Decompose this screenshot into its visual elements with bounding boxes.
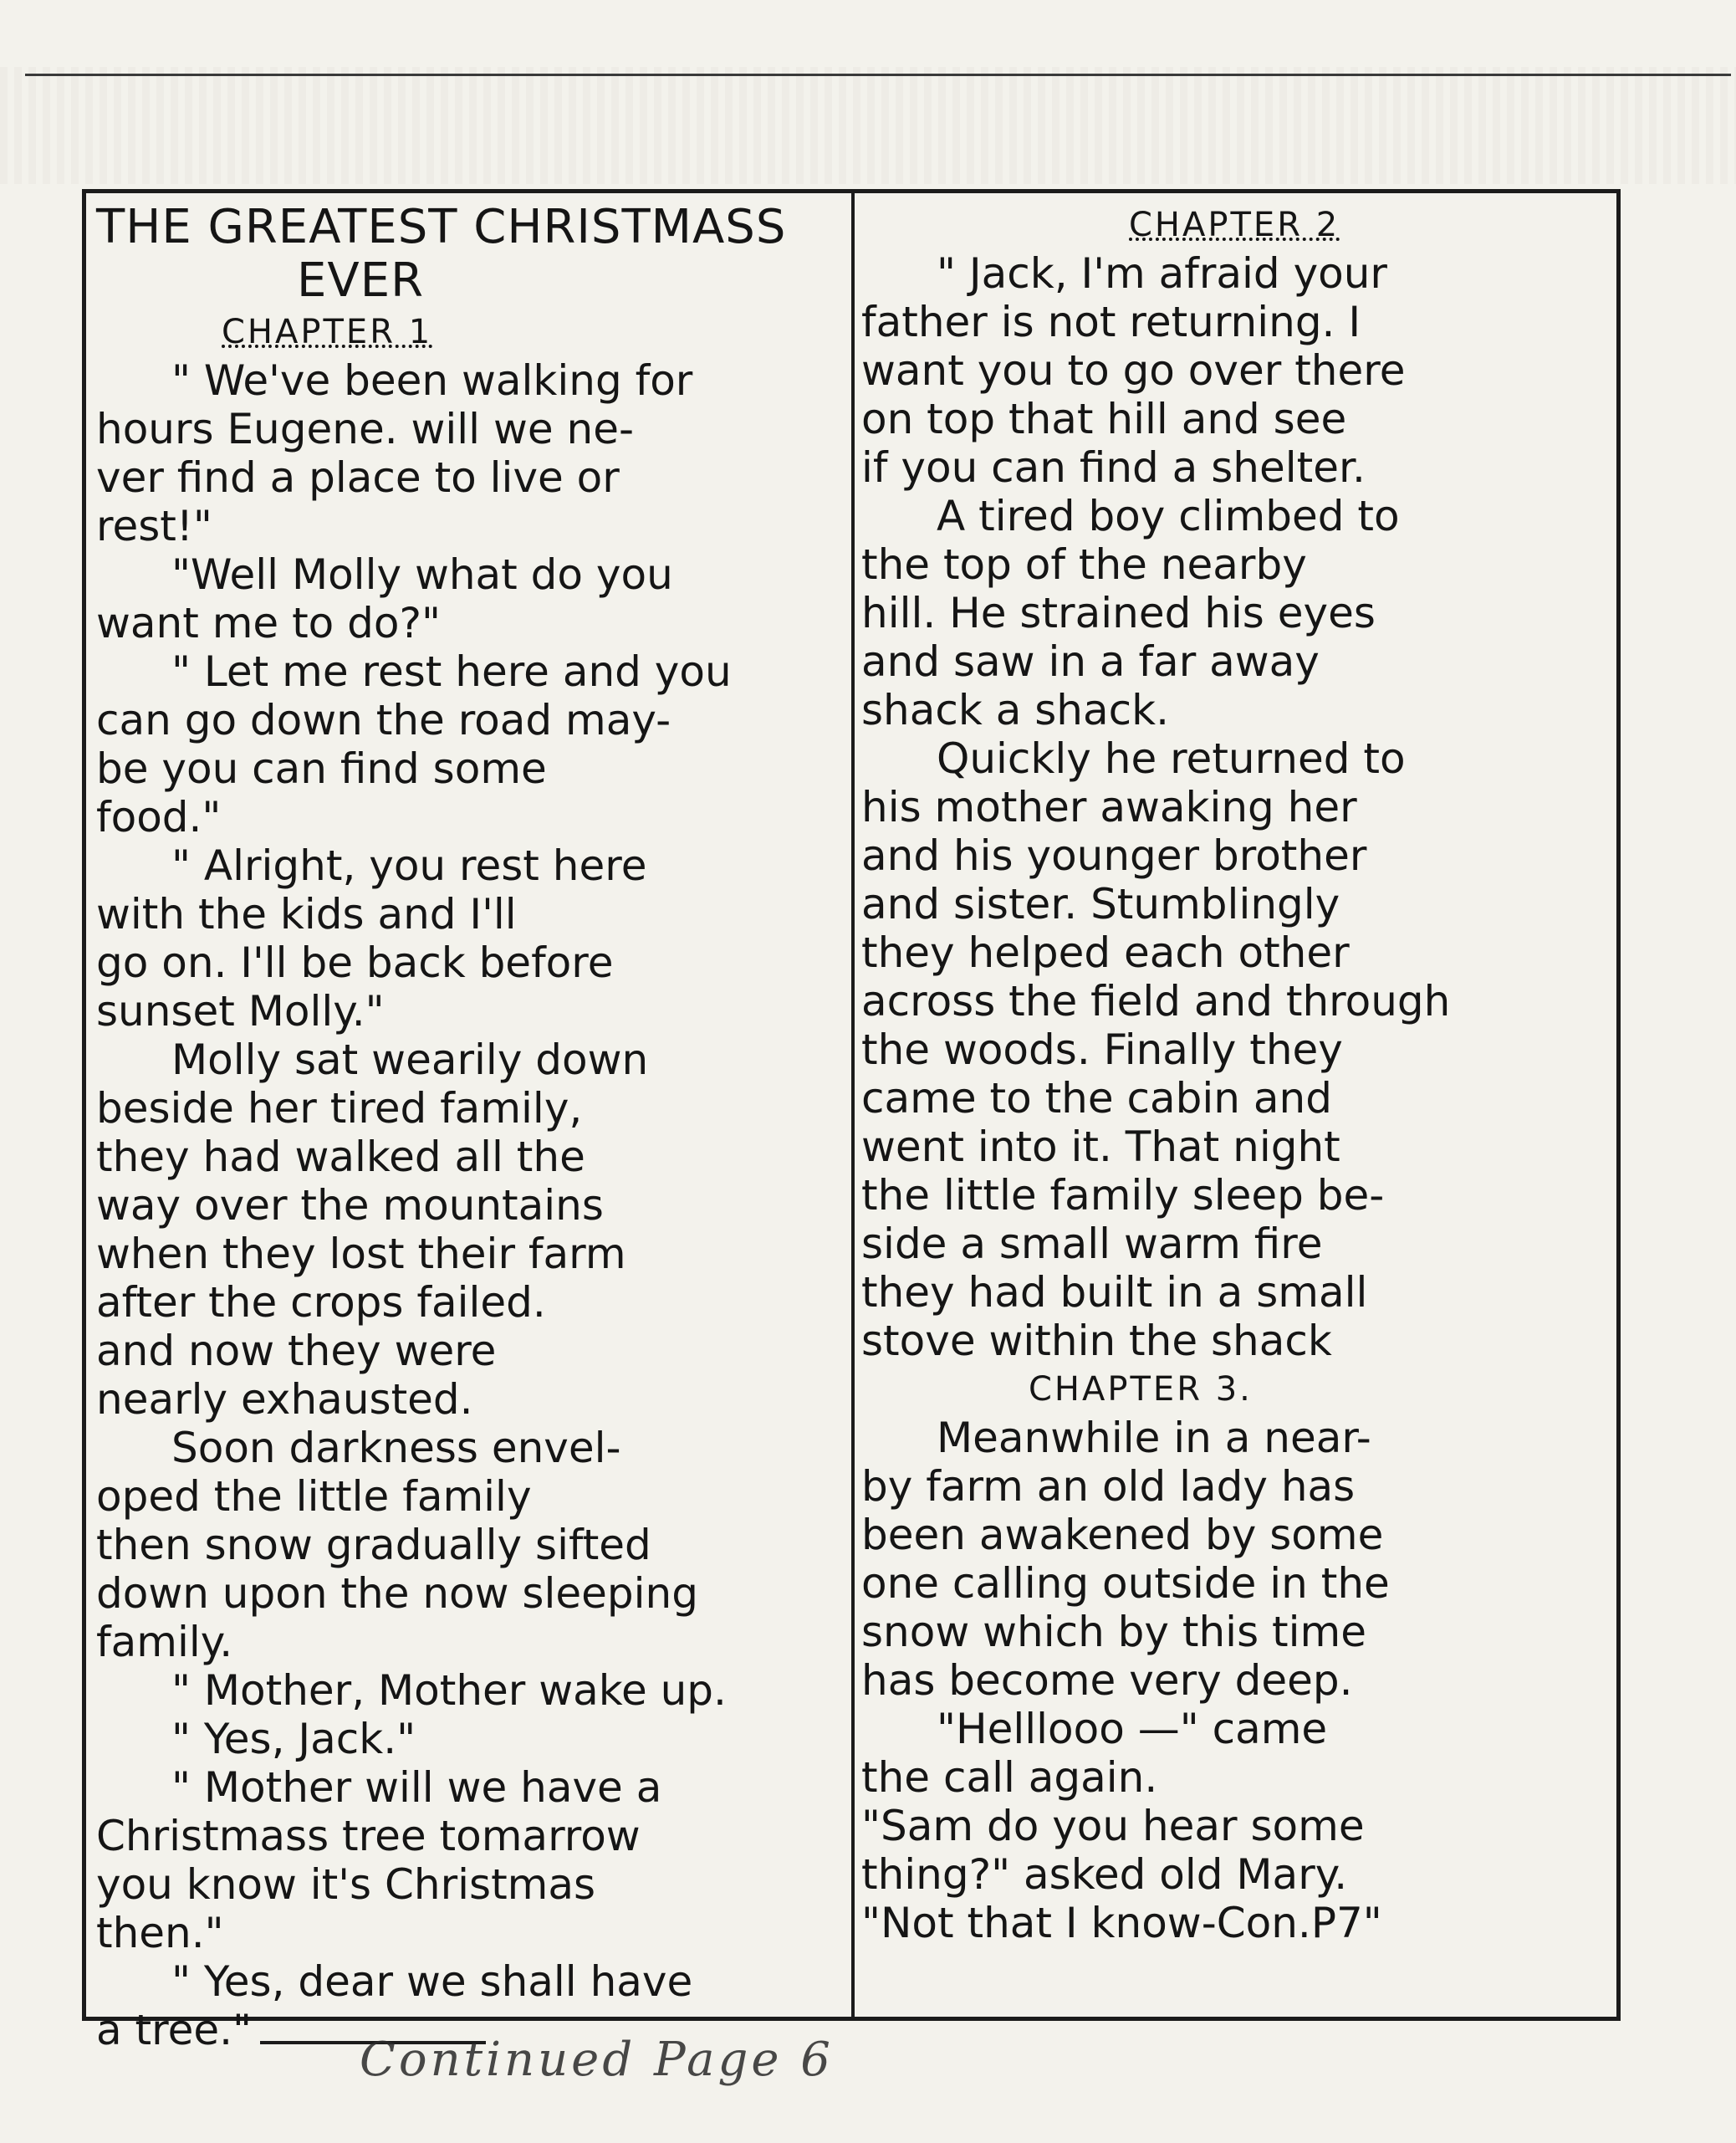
title-line-2: EVER [297, 253, 424, 308]
text-line: Quickly he returned to [937, 734, 1406, 783]
chapter-1-heading: CHAPTER 1 [222, 313, 433, 351]
text-line: " Mother will we have a [171, 1763, 662, 1812]
left-column [96, 201, 845, 2054]
text-line: and now they were [96, 1327, 497, 1375]
text-line: rest!" [96, 502, 212, 550]
text-line: when they lost their farm [96, 1230, 626, 1278]
text-line: then snow gradually sifted [96, 1521, 651, 1569]
text-line: been awakened by some [861, 1511, 1384, 1559]
text-line: "Not that I know-Con.P7" [861, 1899, 1382, 1947]
text-line: shack a shack. [861, 686, 1169, 734]
text-line: " Let me rest here and you [171, 647, 732, 696]
right-column [861, 201, 1614, 1947]
chapter-3-heading: CHAPTER 3. [1029, 1370, 1253, 1409]
text-line: " Jack, I'm afraid your [937, 249, 1387, 298]
text-line: want me to do?" [96, 599, 442, 647]
text-line: "Well Molly what do you [171, 550, 673, 599]
text-line: ver find a place to live or [96, 453, 620, 502]
text-line: nearly exhausted. [96, 1375, 473, 1424]
left-text-body [96, 356, 845, 2054]
text-line: hill. He strained his eyes [861, 589, 1376, 637]
text-line: and sister. Stumblingly [861, 880, 1340, 928]
text-line: the call again. [861, 1753, 1158, 1802]
text-line: thing?" asked old Mary. [861, 1850, 1348, 1899]
text-line: side a small warm fire [861, 1220, 1323, 1268]
text-line: the woods. Finally they [861, 1025, 1343, 1074]
text-line: they had built in a small [861, 1268, 1368, 1317]
text-line: with the kids and I'll [96, 890, 517, 939]
text-line: " Yes, dear we shall have [171, 1957, 693, 2006]
text-line: " Yes, Jack." [171, 1715, 416, 1763]
text-line: "Sam do you hear some [861, 1802, 1365, 1850]
text-line: the top of the nearby [861, 540, 1307, 589]
text-line: want you to go over there [861, 346, 1406, 395]
text-line: one calling outside in the [861, 1559, 1390, 1608]
text-line: father is not returning. I [861, 298, 1361, 346]
story-title [96, 201, 845, 308]
text-line: came to the cabin and [861, 1074, 1332, 1123]
text-line: his mother awaking her [861, 783, 1357, 831]
text-line: on top that hill and see [861, 395, 1347, 443]
text-line: Molly sat wearily down [171, 1036, 649, 1084]
text-line: after the crops failed. [96, 1278, 546, 1327]
text-line: beside her tired family, [96, 1084, 583, 1133]
text-line: then." [96, 1909, 224, 1957]
chapter-2-heading: CHAPTER 2 [1129, 206, 1340, 244]
text-line: if you can find a shelter. [861, 443, 1366, 492]
text-line: has become very deep. [861, 1656, 1353, 1705]
text-line: family. [96, 1618, 233, 1666]
text-line: and saw in a far away [861, 637, 1320, 686]
text-line: hours Eugene. will we ne- [96, 405, 634, 453]
text-line: stove within the shack [861, 1317, 1332, 1365]
title-line-1: THE GREATEST CHRISTMASS [96, 200, 787, 254]
text-line: Meanwhile in a near- [937, 1414, 1371, 1462]
continued-note: Continued Page 6 [360, 2033, 834, 2087]
text-line: food." [96, 793, 222, 841]
text-line: Soon darkness envel- [171, 1424, 621, 1472]
text-line: snow which by this time [861, 1608, 1366, 1656]
text-line: down upon the now sleeping [96, 1569, 698, 1618]
text-line: the little family sleep be- [861, 1171, 1385, 1220]
text-line: way over the mountains [96, 1181, 604, 1230]
text-line: A tired boy climbed to [937, 492, 1400, 540]
text-line: "Helllooo —" came [937, 1705, 1328, 1753]
text-line: across the field and through [861, 977, 1451, 1025]
text-line: go on. I'll be back before [96, 939, 614, 987]
text-line: " Alright, you rest here [171, 841, 647, 890]
text-line: you know it's Christmas [96, 1860, 596, 1909]
text-line: " Mother, Mother wake up. [171, 1666, 727, 1715]
top-rule [25, 74, 1731, 76]
text-line: be you can find some [96, 744, 547, 793]
column-divider [851, 189, 855, 2021]
scan-noise-band [0, 67, 1736, 184]
text-line: they helped each other [861, 928, 1350, 977]
text-line: and his younger brother [861, 831, 1367, 880]
text-line: can go down the road may- [96, 696, 671, 744]
text-line: Christmass tree tomarrow [96, 1812, 641, 1860]
text-line: by farm an old lady has [861, 1462, 1356, 1511]
chapter-3-text [861, 1414, 1614, 1947]
text-line: " We've been walking for [171, 356, 693, 405]
text-line: oped the little family [96, 1472, 532, 1521]
text-line: a tree." [96, 2006, 845, 2054]
text-line: they had walked all the [96, 1133, 585, 1181]
text-line: went into it. That night [861, 1123, 1340, 1171]
text-line: sunset Molly." [96, 987, 385, 1036]
chapter-2-text [861, 249, 1614, 1365]
